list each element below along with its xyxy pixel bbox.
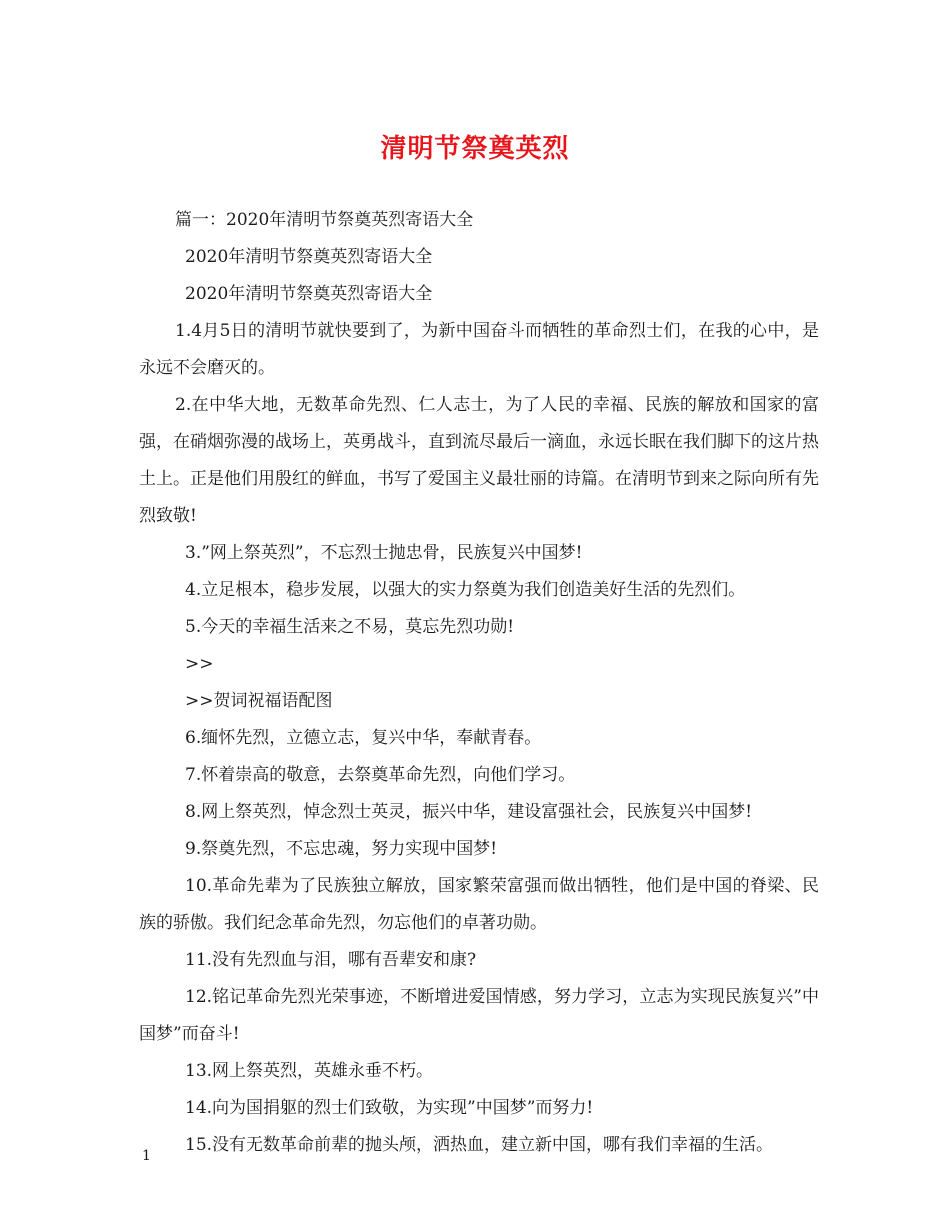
paragraph-link-marker: >> xyxy=(185,654,214,674)
paragraph-subtitle: 2020年清明节祭奠英烈寄语大全 xyxy=(185,284,433,304)
paragraph-item: 1.4月5日的清明节就快要到了，为新中国奋斗而牺牲的革命烈士们，在我的心中，是永远不会磨灭的。 xyxy=(139,321,819,378)
paragraph-item: 14.向为国捐躯的烈士们致敬，为实现”中国梦”而努力! xyxy=(185,1098,594,1118)
paragraph-link-text: >>贺词祝福语配图 xyxy=(185,691,333,711)
paragraph-item: 5.今天的幸福生活来之不易，莫忘先烈功勋! xyxy=(185,617,515,637)
paragraph-heading: 篇一：2020年清明节祭奠英烈寄语大全 xyxy=(175,210,474,230)
paragraph-item: 8.网上祭英烈，悼念烈士英灵，振兴中华，建设富强社会，民族复兴中国梦! xyxy=(185,802,753,822)
paragraph-item: 11.没有先烈血与泪，哪有吾辈安和康? xyxy=(185,950,477,970)
paragraph-subtitle: 2020年清明节祭奠英烈寄语大全 xyxy=(185,247,433,267)
paragraph-item: 3.”网上祭英烈”，不忘烈士抛忠骨，民族复兴中国梦! xyxy=(185,543,583,563)
paragraph-item: 7.怀着崇高的敬意，去祭奠革命先烈，向他们学习。 xyxy=(185,765,576,785)
document-body xyxy=(139,202,819,1164)
paragraph-item: 13.网上祭英烈，英雄永垂不朽。 xyxy=(185,1061,434,1081)
paragraph-item: 12.铭记革命先烈光荣事迹，不断增进爱国情感，努力学习，立志为实现民族复兴”中国梦”而奋斗! xyxy=(139,987,819,1044)
paragraph-item: 10.革命先辈为了民族独立解放，国家繁荣富强而做出牺牲，他们是中国的脊梁、民族的骄傲。我们纪念革命先烈，勿忘他们的卓著功勋。 xyxy=(139,876,819,933)
document-title: 清明节祭奠英烈 xyxy=(380,134,570,164)
paragraph-item: 15.没有无数革命前辈的抛头颅，洒热血，建立新中国，哪有我们幸福的生活。 xyxy=(185,1135,774,1155)
paragraph-item: 9.祭奠先烈，不忘忠魂，努力实现中国梦! xyxy=(185,839,498,859)
page-number: 1 xyxy=(142,1148,151,1164)
paragraph-item: 6.缅怀先烈，立德立志，复兴中华，奉献青春。 xyxy=(185,728,542,748)
paragraph-item: 4.立足根本，稳步发展，以强大的实力祭奠为我们创造美好生活的先烈们。 xyxy=(185,580,746,600)
paragraph-item: 2.在中华大地，无数革命先烈、仁人志士，为了人民的幸福、民族的解放和国家的富强，在硝烟弥漫的战场上，英勇战斗，直到流尽最后一滴血，永远长眠在我们脚下的这片热土上。正是他们用殷红的鲜血，书写了爱国主义最壮丽的诗篇。在清明节到来之际向所有先烈致敬! xyxy=(139,395,819,526)
